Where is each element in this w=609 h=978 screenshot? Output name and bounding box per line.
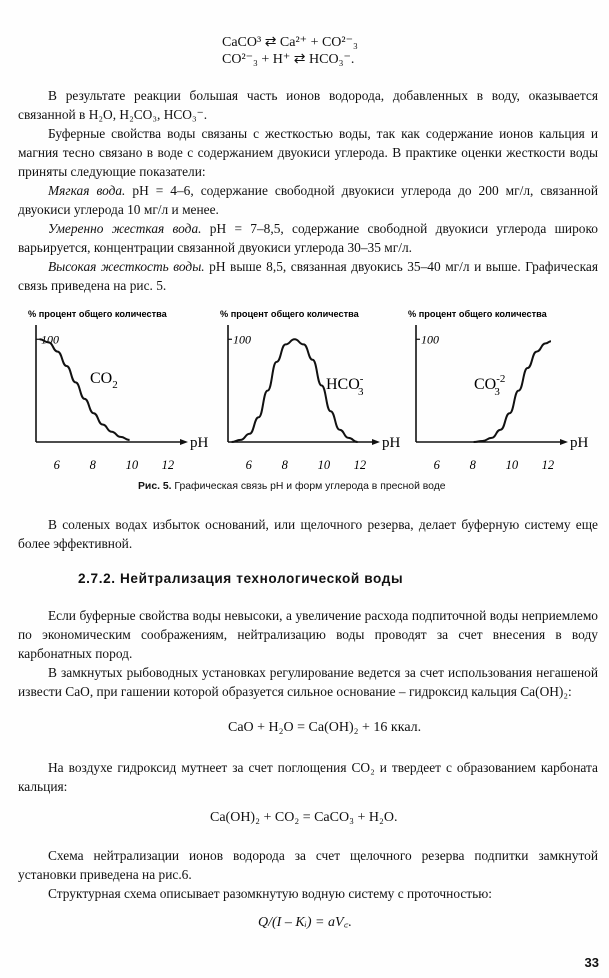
- chart-3-x-arrow: [560, 439, 568, 445]
- paragraph-structural: Структурная схема описывает разомкнутую водную систему с проточностью:: [48, 886, 492, 901]
- chart-3-xtick-6: 6: [433, 458, 440, 472]
- chart-3-ytick-100: 100: [421, 332, 439, 347]
- figure-caption: [138, 481, 446, 492]
- chart-3-series-label: $CO^{-2}$ 3: [474, 373, 506, 398]
- paragraph-buffer-result: В результате реакции большая часть ионов водорода, добавленных в воду, оказывается связанной в H₂O, H₂CO₃, HCO₃⁻.: [18, 88, 598, 122]
- chart-2-xtick-10: 10: [317, 458, 331, 472]
- text-block-5: [18, 846, 598, 903]
- paragraph-scheme: Схема нейтрализации ионов водорода за счет щелочного резерва подпитки замкнутой установки приведена на рис.6.: [18, 848, 598, 882]
- chart-2-series-label: HCO-3: [326, 373, 364, 398]
- paragraph-hydroxide: На воздухе гидроксид мутнеет за счет поглощения CO₂ и твердеет с образованием карбоната кальция:: [18, 760, 598, 794]
- term-soft-water: Мягкая вода.: [48, 183, 126, 198]
- chart-1-xtick-6: 6: [53, 458, 60, 472]
- paragraph-neutralization: Если буферные свойства воды невысоки, а увеличение расхода подпиточной воды неприемлемо по экономическим соображениям, нейтрализацию воды проводят за счет внесения в воду карбонатных пород.: [18, 608, 598, 661]
- text-block-3: [18, 606, 598, 701]
- chart-1-series-label: $CO_2$: [90, 370, 118, 391]
- chart-2-ytick-100: 100: [233, 332, 251, 347]
- chart-1-xlabel: pH: [190, 435, 209, 451]
- chart-1-title: % процент общего количества: [28, 309, 167, 319]
- paragraph-hard-water: [18, 257, 598, 295]
- chart-3-xtick-8: 8: [469, 458, 476, 472]
- hard-water-text: pH выше 8,5, связанная двуокись 35–40 мг/л и выше. Графическая связь приведена на рис. 5.: [18, 259, 598, 293]
- figure-caption-text: Графическая связь pH и форм углерода в пресной воде: [171, 481, 446, 492]
- text-block-4: [18, 758, 598, 796]
- chart-2-x-arrow: [372, 439, 380, 445]
- soft-water-text: pH = 4–6, содержание свободной двуокиси углерода до 200 мг/л, связанной двуокиси углерода 10 мг/л и менее.: [18, 183, 599, 217]
- paragraph-soft-water: [18, 181, 598, 219]
- equation-cao: CaO + H₂O = Ca(OH)₂ + 16 ккал.: [228, 720, 422, 735]
- paragraph-moderate-water: [18, 219, 598, 257]
- section-heading: 2.7.2. Нейтрализация технологической воды: [78, 571, 404, 586]
- chart-3-xtick-12: 12: [541, 458, 555, 472]
- paragraph-buffer-hardness: Буферные свойства воды связаны с жесткостью воды, так как содержание ионов кальция и магния тесно связано в воде с содержанием двуокиси углерода. В практике оценки жесткости воды приняты следующие показатели:: [18, 126, 598, 179]
- page-number: 33: [584, 955, 599, 970]
- equation-flow: Q/(I – Kᵢ) = aV꜀.: [258, 915, 352, 930]
- moderate-water-text: pH = 7–8,5, содержание свободной двуокиси углерода широко варьируется, концентрации связанной двуокиси углерода 30–35 мг/л.: [18, 221, 598, 255]
- chart-2-xtick-8: 8: [281, 458, 288, 472]
- chart-3-xlabel: pH: [570, 435, 589, 451]
- text-block-2: [18, 515, 598, 553]
- figure-caption-label: Рис. 5.: [138, 481, 172, 492]
- equation-top-1: CaCO³ ⇄ Ca²⁺ + CO²⁻₃: [222, 35, 358, 50]
- text-block-1: [18, 86, 598, 295]
- equation-caoh2: Ca(OH)₂ + CO₂ = CaCO₃ + H₂O.: [210, 810, 398, 825]
- chart-1-x-arrow: [180, 439, 188, 445]
- chart-1-xtick-8: 8: [89, 458, 96, 472]
- equation-top-2: CO²⁻₃ + H⁺ ⇄ HCO₃⁻.: [222, 52, 355, 67]
- chart-2-xlabel: pH: [382, 435, 401, 451]
- term-hard-water: Высокая жесткость воды.: [48, 259, 205, 274]
- term-moderate-water: Умеренно жесткая вода.: [48, 221, 202, 236]
- chart-2-title: % процент общего количества: [220, 309, 359, 319]
- chart-1-ytick-100: 100: [41, 332, 59, 347]
- chart-2-xtick-6: 6: [245, 458, 252, 472]
- chart-3-title: % процент общего количества: [408, 309, 547, 319]
- chart-2-xtick-12: 12: [353, 458, 367, 472]
- chart-1-xtick-12: 12: [161, 458, 175, 472]
- paragraph-salt-water: В соленых водах избыток оснований, или щелочного резерва, делает буферную систему еще более эффективной.: [18, 517, 598, 551]
- chart-1-xtick-10: 10: [125, 458, 139, 472]
- figure-5-charts: [0, 307, 609, 477]
- chart-3-xtick-10: 10: [505, 458, 519, 472]
- paragraph-quicklime: В замкнутых рыбоводных установках регулирование ведется за счет использования негашеной извести CaO, при гашении которой образуется сильное основание – гидроксид кальция Ca(OH)₂:: [18, 665, 598, 699]
